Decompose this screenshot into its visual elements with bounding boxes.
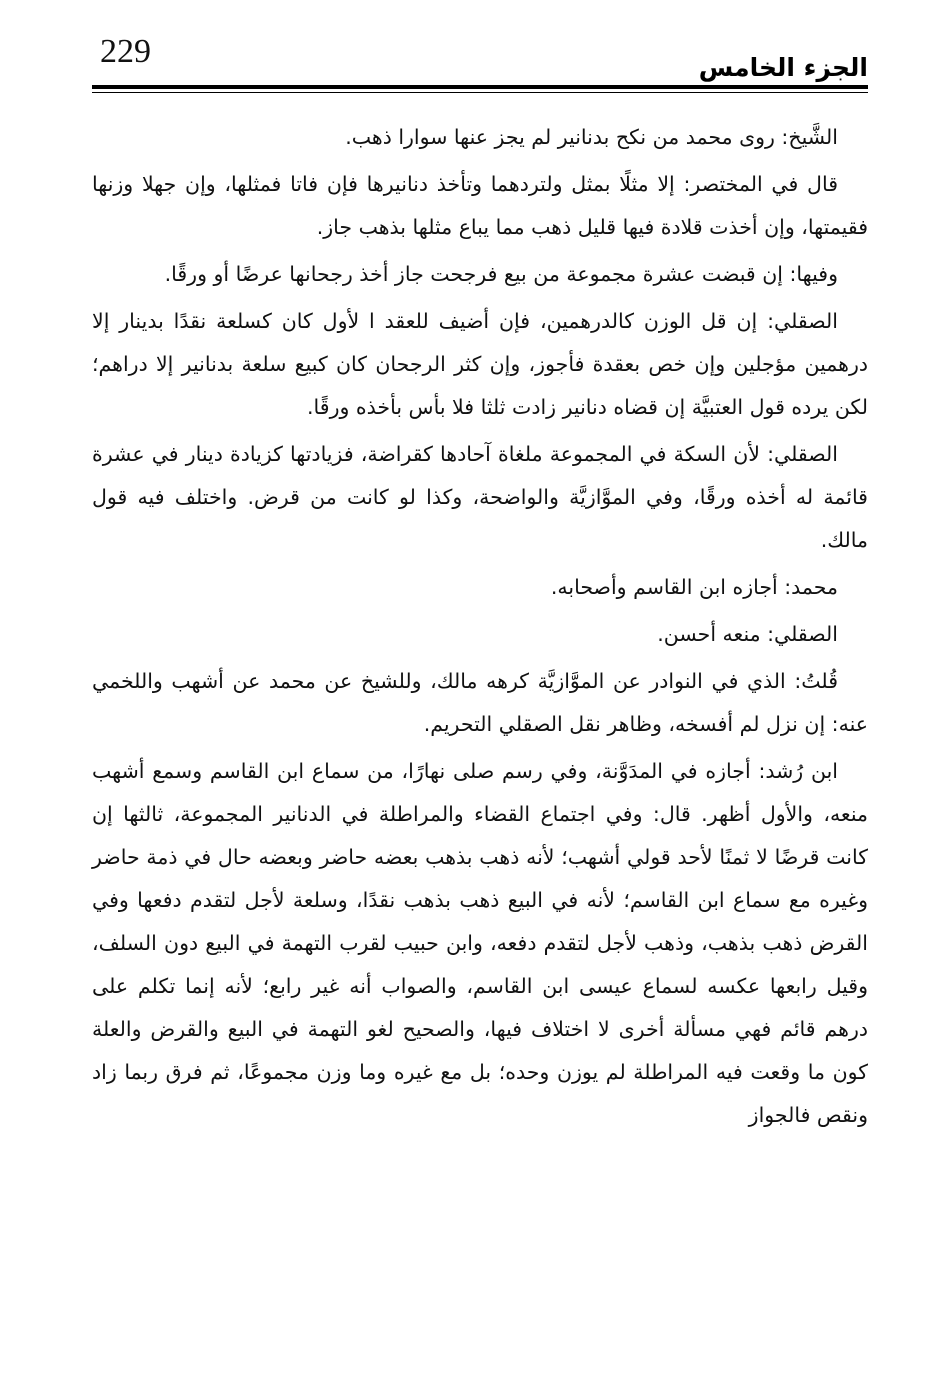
paragraph-6: محمد: أجازه ابن القاسم وأصحابه. — [550, 575, 838, 599]
paragraph-1: الشَّيخ: روى محمد من نكح بدنانير لم يجز عنها سوارا ذهب. — [345, 125, 838, 149]
paragraph-4: الصقلي: إن قل الوزن كالدرهمين، فإن أضيف للعقد ا لأول كان كسلعة نقدًا بدينار إلا درهمين مؤجلين وإن خص بعقدة فأجوز، وإن كثر الرجحان كان كبيع سلعة بدنانير إلا دراهم؛ لكن يرده قول العتبيَّة إن قضاه دنانير زادت ثلثا فلا بأس بأخذه ورقًا. — [92, 309, 868, 419]
page-number: 229 — [100, 33, 151, 70]
header-rule-thick — [92, 85, 868, 89]
running-title: الجزء الخامس — [698, 53, 868, 82]
paragraph-5: الصقلي: لأن السكة في المجموعة ملغاة آحادها كقراضة، فزيادتها كزيادة دينار في عشرة قائمة له أخذه ورقًا، وفي الموَّازيَّة والواضحة، وكذا لو كانت من قرض. واختلف فيه قول مالك. — [92, 442, 868, 552]
paragraph-9: ابن رُشد: أجازه في المدَوَّنة، وفي رسم صلى نهارًا، من سماع ابن القاسم وسمع أشهب منعه، والأول أظهر. قال: وفي اجتماع القضاء والمراطلة في الدنانير المجموعة، ثالثها إن كانت قرضًا لا ثمنًا لأحد قولي أشهب؛ لأنه ذهب بذهب بعضه حاضر وبعضه حال في ذمة حاضر وغيره مع سماع ابن القاسم؛ لأنه في البيع ذهب بذهب نقدًا، وسلعة لأجل لتقدم دفعها وفي القرض ذهب بذهب، وذهب لأجل لتقدم دفعه، وابن حبيب لقرب التهمة في البيع دون السلف، وقيل رابعها عكسه لسماع عيسى ابن القاسم، والصواب أنه غير رابع؛ لأنه إنما تكلم على درهم قائم فهي مسألة أخرى لا اختلاف فيها، والصحيح لغو التهمة في البيع والقرض والعلة كون ما وقعت فيه المراطلة لم يوزن وحده؛ بل مع غيره وما وزن مجموعًا، ثم فرق ربما زاد ونقص فالجواز — [92, 759, 868, 1127]
body-text — [92, 116, 868, 1141]
paragraph-3: وفيها: إن قبضت عشرة مجموعة من بيع فرجحت جاز أخذ رجحانها عرضًا أو ورقًا. — [164, 262, 838, 286]
paragraph-8: قُلتُ: الذي في النوادر عن الموَّازيَّة كرهه مالك، وللشيخ عن محمد عن أشهب واللخمي عنه: إن نزل لم أفسخه، وظاهر نقل الصقلي التحريم. — [92, 669, 868, 736]
paragraph-7: الصقلي: منعه أحسن. — [657, 622, 838, 646]
paragraph-2: قال في المختصر: إلا مثلًا بمثل ولتردهما وتأخذ دنانيرها فإن فاتا فمثلها، وإن جهلا وزنها فقيمتها، وإن أخذت قلادة فيها قليل ذهب مما يباع مثلها بذهب جاز. — [92, 172, 868, 239]
header-rule-thin — [92, 92, 868, 93]
